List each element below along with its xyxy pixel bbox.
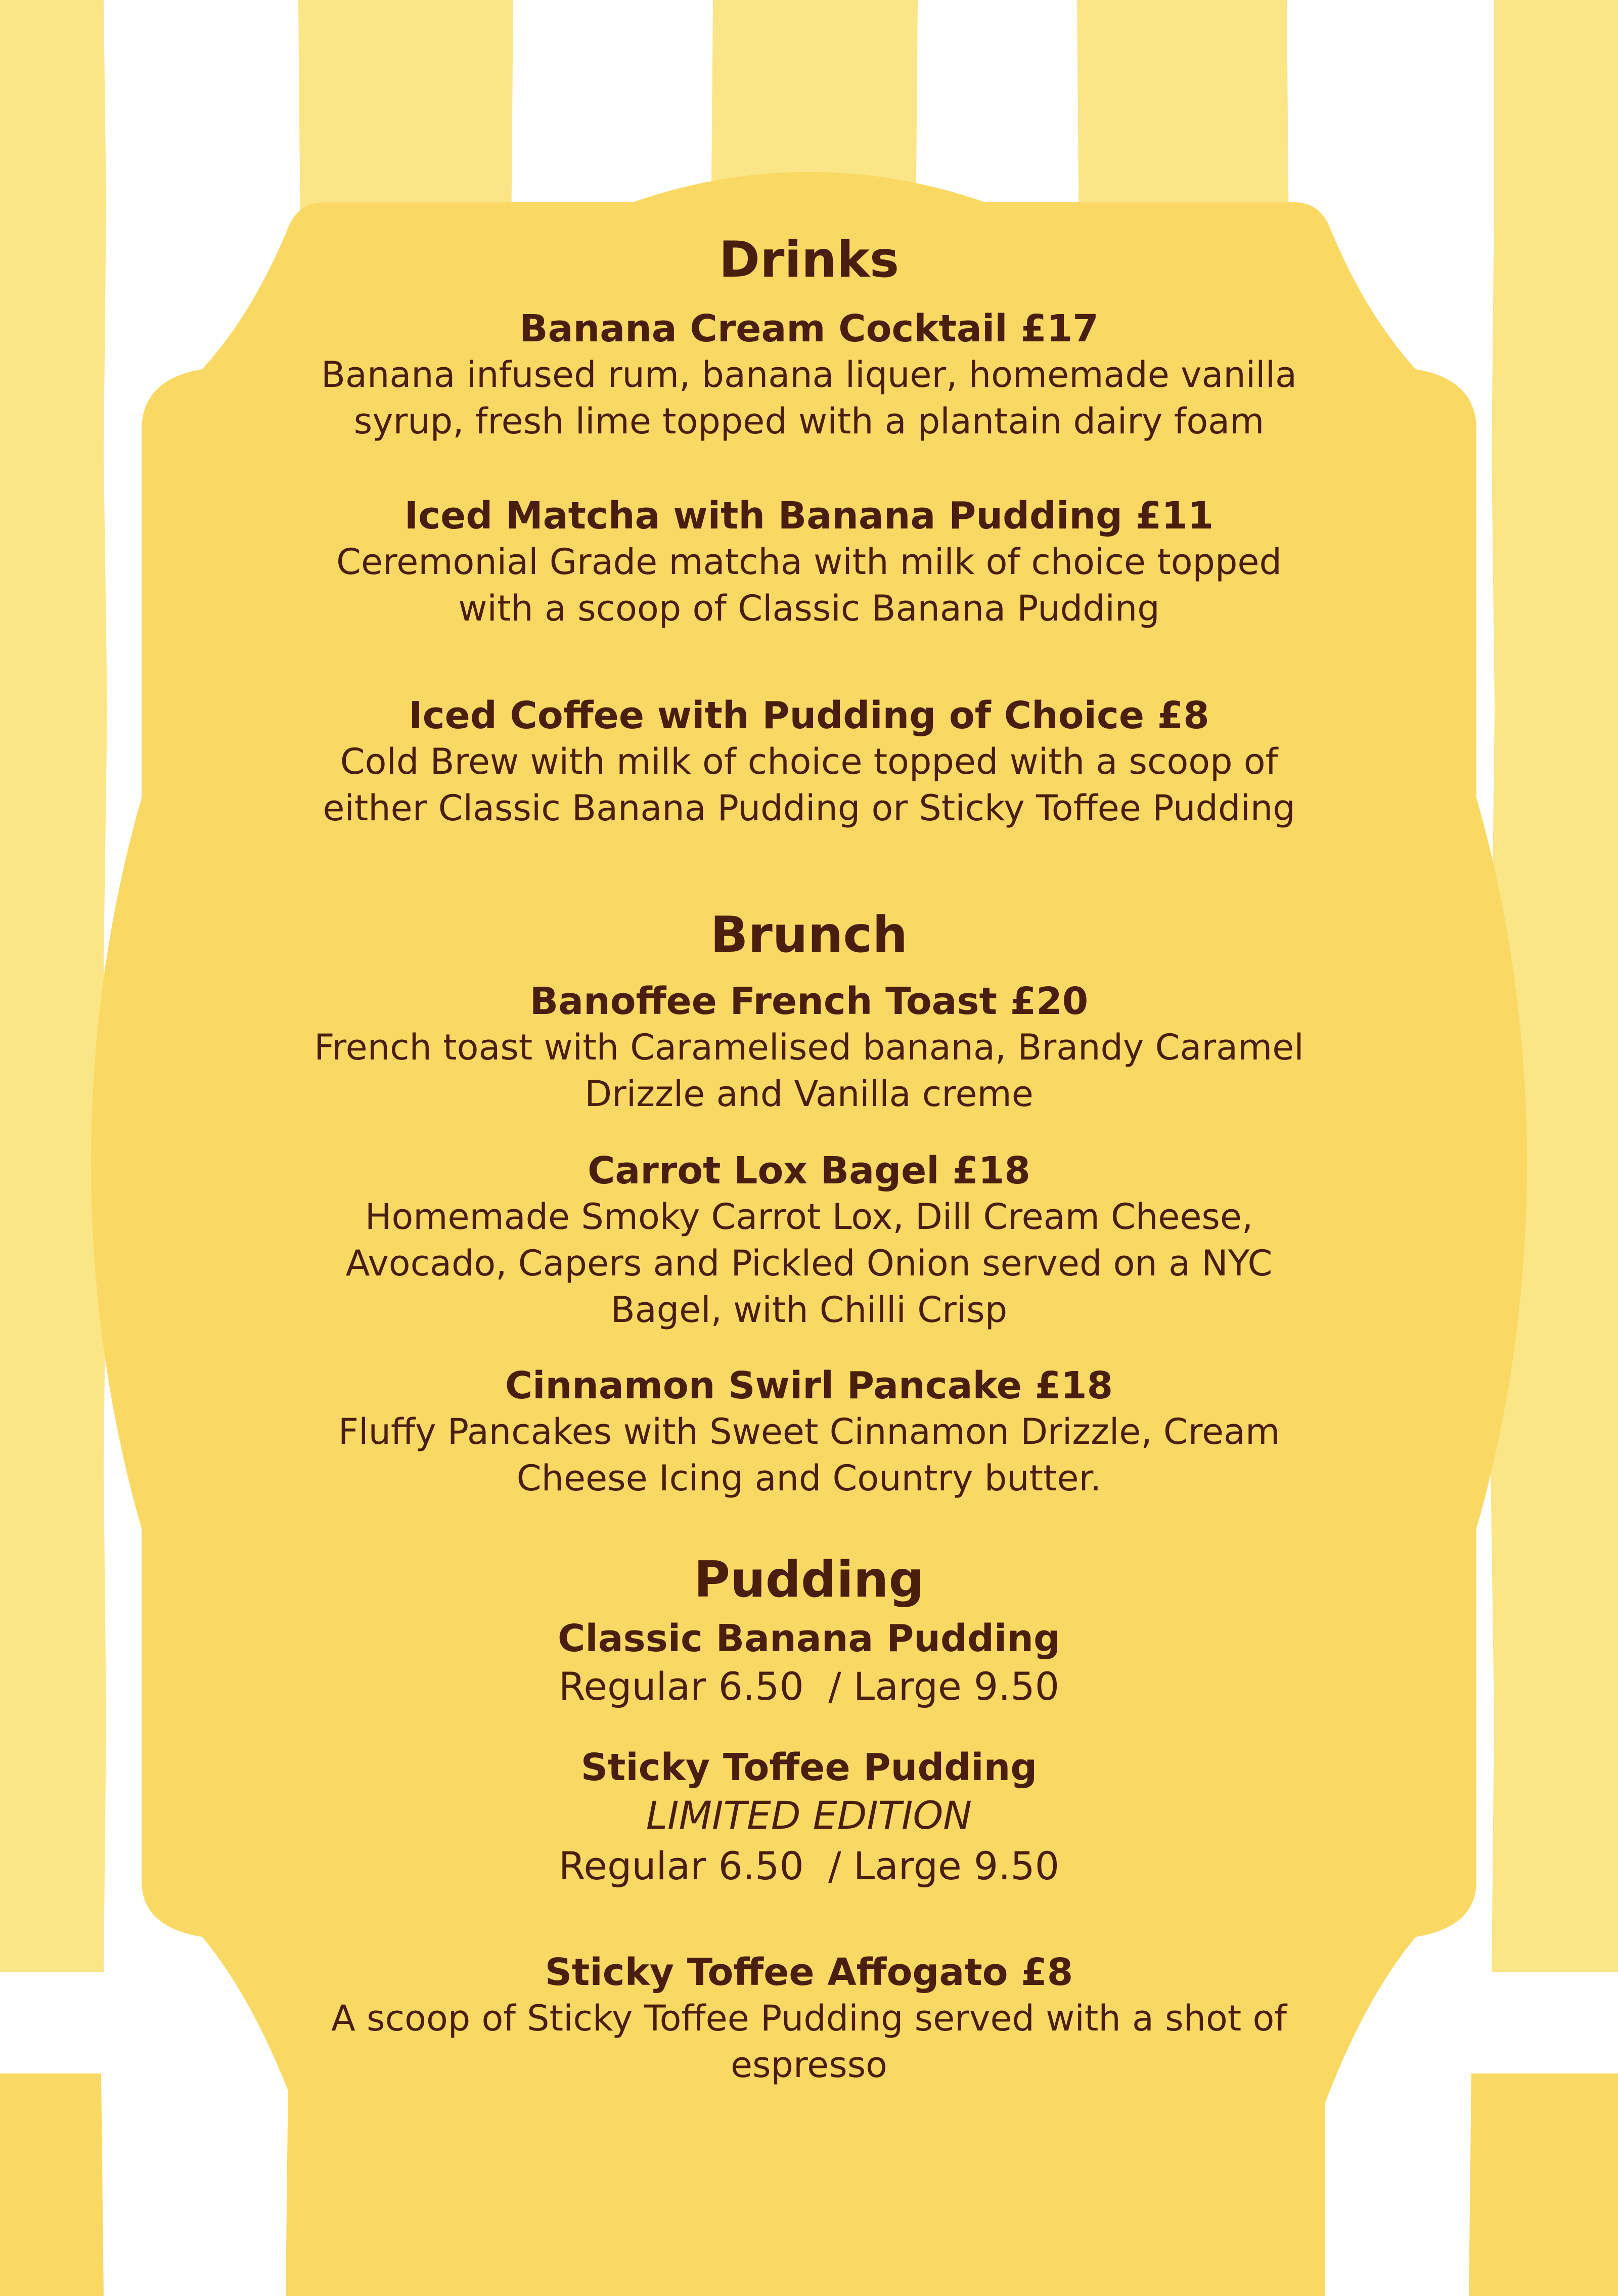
item-description: Ceremonial Grade matcha with milk of choice topped with a scoop of Classic Banana Pudding	[336, 541, 1282, 629]
item-title: Cinnamon Swirl Pancake £18	[505, 1364, 1113, 1407]
menu-item	[303, 1616, 1315, 1712]
item-title: Carrot Lox Bagel £18	[588, 1149, 1030, 1193]
section-title-pudding: Pudding	[694, 1551, 924, 1609]
item-description: A scoop of Sticky Toffee Pudding served with a shot of espresso	[331, 1998, 1287, 2086]
item-price: Regular 6.50 / Large 9.50	[558, 1843, 1060, 1888]
item-title: Banana Cream Cocktail £17	[519, 307, 1099, 350]
item-note: LIMITED EDITION	[646, 1793, 972, 1838]
section-title-brunch: Brunch	[710, 906, 908, 964]
menu-item	[303, 493, 1315, 632]
item-price: Regular 6.50 / Large 9.50	[558, 1664, 1060, 1709]
item-description: Homemade Smoky Carrot Lox, Dill Cream Cheese, Avocado, Capers and Pickled Onion served on a NYC Bagel, with Chilli Crisp	[345, 1196, 1273, 1331]
item-description: French toast with Caramelised banana, Brandy Caramel Drizzle and Vanilla creme	[314, 1027, 1304, 1115]
item-title: Sticky Toffee Affogato £8	[545, 1951, 1073, 1994]
item-title: Iced Matcha with Banana Pudding £11	[404, 494, 1214, 538]
menu-item	[303, 693, 1315, 831]
item-description: Banana infused rum, banana liquer, homemade vanilla syrup, fresh lime topped with a plantain dairy foam	[321, 354, 1297, 442]
menu-item	[303, 979, 1315, 1117]
item-title: Classic Banana Pudding	[558, 1617, 1060, 1660]
menu-item	[303, 306, 1315, 445]
menu-item	[303, 1745, 1315, 1891]
item-title: Banoffee French Toast £20	[529, 980, 1089, 1023]
item-description: Fluffy Pancakes with Sweet Cinnamon Drizzle, Cream Cheese Icing and Country butter.	[338, 1411, 1280, 1499]
item-title: Iced Coffee with Pudding of Choice £8	[409, 694, 1209, 737]
item-description: Cold Brew with milk of choice topped with a scoop of either Classic Banana Pudding or Sticky Toffee Pudding	[323, 741, 1295, 829]
menu-item	[303, 1148, 1315, 1333]
section-title-drinks: Drinks	[718, 231, 900, 289]
menu-item	[303, 1363, 1315, 1502]
menu-item	[303, 1950, 1315, 2088]
item-title: Sticky Toffee Pudding	[580, 1746, 1038, 1789]
